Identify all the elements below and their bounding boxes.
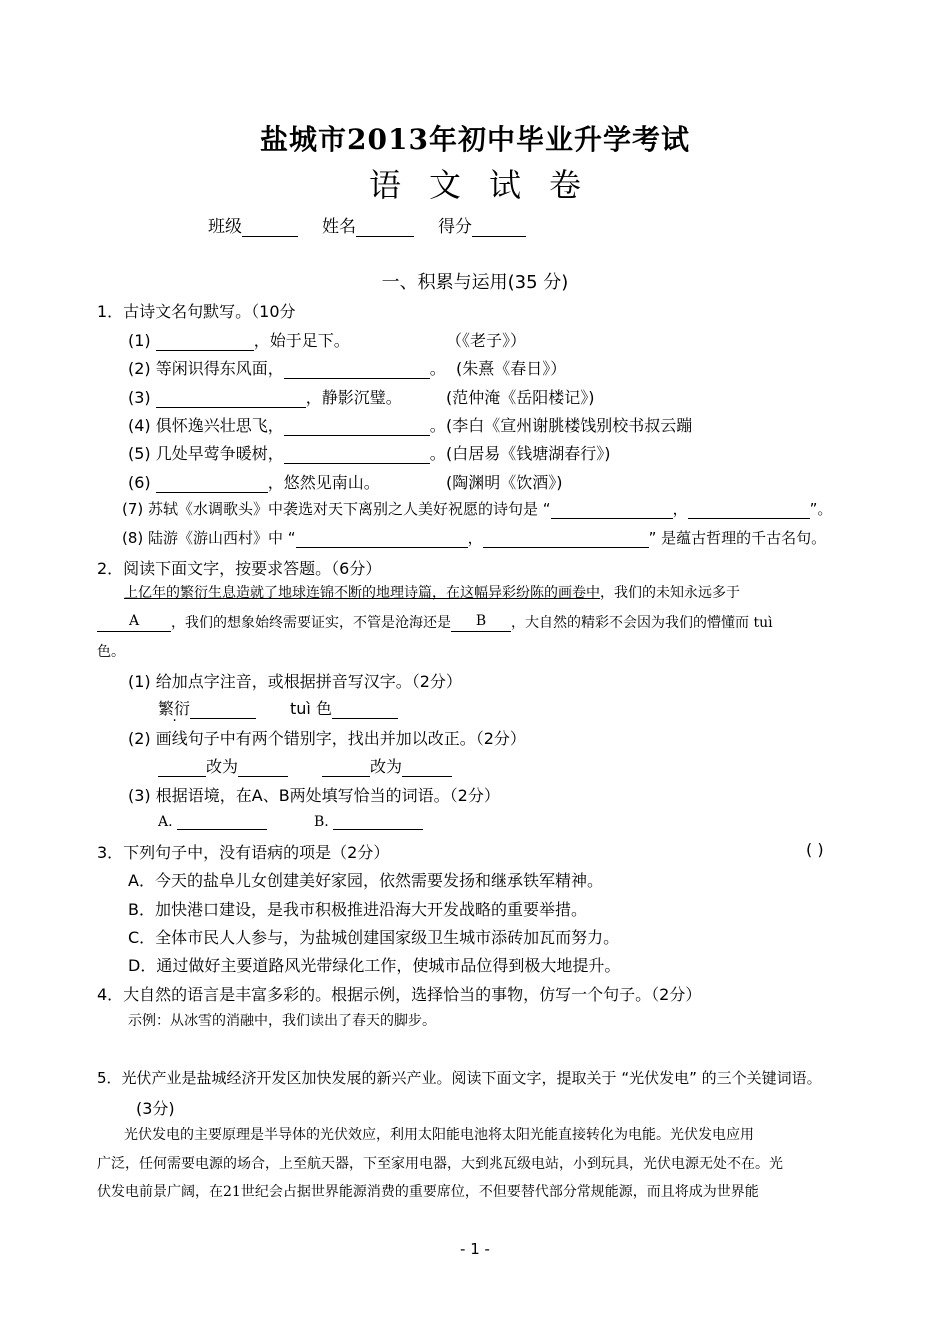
q2-sub1-a: 繁衍 [158,696,256,719]
q2-sub2: (2) 画线句子中有两个错别字，找出并加以改正。（2分） [128,729,526,748]
q3-answer-paren[interactable]: ( ) [806,840,824,859]
q2-sub1: (1) 给加点字注音，或根据拼音写汉字。（2分） [128,672,462,691]
q1-source-3: (范仲淹《岳阳楼记》) [446,388,595,407]
q1-item-8: (8) 陆游《游山西村》中 “ ， ” 是蕴古哲理的千古名句。 [122,529,827,547]
q1-item-3: (3) ，静影沉璧。 [128,388,402,407]
q2-stem: 2．阅读下面文字，按要求答题。（6分） [97,559,382,578]
score-field [438,212,526,237]
score-label: 得分 [438,217,472,237]
q3-option-c: C．全体市民人人参与，为盐城创建国家级卫生城市添砖加瓦而努力。 [128,928,620,947]
q4-example: 示例：从冰雪的消融中，我们读出了春天的脚步。 [128,1013,436,1029]
q2-passage-line2: A ，我们的想象始终需要证实，不管是沧海还是 B ，大自然的精彩不会因为我们的懵懂而 tuì [97,612,773,632]
q2-sub3: (3) 根据语境，在A、B两处填写恰当的词语。（2分） [128,786,500,805]
q5-stem: 5．光伏产业是盐城经济开发区加快发展的新兴产业。阅读下面文字，提取关于 “光伏发电” 的三个关键词语。 [97,1069,822,1087]
answer-blank[interactable] [284,445,430,464]
q2-sub3-b: B. [314,811,423,830]
q1-item-7: (7) 苏轼《水调歌头》中袭选对天下离别之人美好祝愿的诗句是 “ ， ”。 [122,500,833,518]
answer-blank[interactable] [551,500,673,519]
q1-stem: 1．古诗文名句默写。（10分 [97,302,296,321]
q5-passage-line3: 伏发电前景广阔，在21世纪会占据世界能源消费的重要席位，不但要替代部分常规能源，而且将成为世界能 [97,1184,759,1200]
answer-blank[interactable] [156,332,254,351]
answer-blank[interactable] [333,811,423,830]
underlined-sentence: 上亿年的繁衍生息造就了地球连锦不断的地理诗篇，在这幅异彩纷陈的画卷中 [124,585,600,601]
q1-source-2: (朱熹《春日》） [456,359,567,378]
q1-source-6: (陶渊明《饮酒》) [446,473,563,492]
answer-blank[interactable] [483,529,649,548]
answer-blank[interactable] [284,417,430,436]
answer-blank[interactable] [156,389,306,408]
q4-stem: 4．大自然的语言是丰富多彩的。根据示例，选择恰当的事物，仿写一个句子。（2分） [97,985,702,1004]
score-blank[interactable] [472,218,526,237]
class-blank[interactable] [242,218,298,237]
answer-blank[interactable] [688,500,810,519]
answer-blank[interactable] [238,758,288,777]
q2-sub1-b: tuì 色 [290,696,398,719]
answer-blank[interactable] [322,758,370,777]
q1-item-4: (4) 俱怀逸兴壮思飞， 。 [128,416,446,435]
answer-blank[interactable] [190,700,256,719]
answer-blank[interactable] [158,758,206,777]
answer-blank[interactable] [296,529,468,548]
answer-blank[interactable] [177,811,267,830]
name-blank[interactable] [356,218,414,237]
q5-passage-line2: 广泛，任何需要电源的场合，上至航天器，下至家用电器，大到兆瓦级电站，小到玩具，光伏电源无处不在。光 [97,1156,783,1172]
answer-blank[interactable] [402,758,452,777]
exam-title: 盐城市2013年初中毕业升学考试 [260,123,690,156]
class-field [208,212,298,237]
q3-stem: 3．下列句子中，没有语病的项是（2分） [97,843,390,862]
q1-source-5: (白居易《钱塘湖春行》) [446,444,611,463]
blank-a[interactable]: A [97,613,171,632]
q3-option-a: A．今天的盐阜儿女创建美好家园，依然需要发扬和继承铁军精神。 [128,871,603,890]
name-field [322,212,414,237]
q1-item-1: (1) ，始于足下。 [128,331,350,350]
section-title: 一、积累与运用(35 分) [381,272,569,293]
q1-item-5: (5) 几处早莺争暖树， 。 [128,444,446,463]
q1-item-6: (6) ，悠然见南山。 [128,473,380,492]
q3-option-b: B．加快港口建设，是我市积极推进沿海大开发战略的重要举措。 [128,900,587,919]
class-label: 班级 [208,217,242,237]
blank-b[interactable]: B [451,613,511,632]
q1-source-1: （《老子》） [446,331,527,350]
q2-passage-line3: 色。 [97,644,125,660]
exam-subtitle: 语文试卷 [368,166,609,204]
q2-passage-line1: 上亿年的繁衍生息造就了地球连锦不断的地理诗篇，在这幅异彩纷陈的画卷中，我们的未知永远多于 [124,585,740,601]
answer-blank[interactable] [332,700,398,719]
q5-points: (3分) [136,1099,175,1118]
q2-sub2-pair1: 改为 [158,754,288,777]
name-label: 姓名 [322,217,356,237]
answer-blank[interactable] [156,474,268,493]
q2-sub3-a: A. [158,811,267,830]
q1-item-2: (2) 等闲识得东风面， 。 [128,359,446,378]
answer-blank[interactable] [284,360,430,379]
q1-source-4: (李白《宣州谢朓楼饯别校书叔云蹦 [446,416,693,435]
q3-option-d: D．通过做好主要道路风光带绿化工作，使城市品位得到极大地提升。 [128,956,621,975]
q5-passage-line1: 光伏发电的主要原理是半导体的光伏效应，利用太阳能电池将太阳光能直接转化为电能。光伏发电应用 [124,1127,754,1143]
page-number: - 1 - [460,1240,490,1258]
q2-sub2-pair2: 改为 [322,754,452,777]
